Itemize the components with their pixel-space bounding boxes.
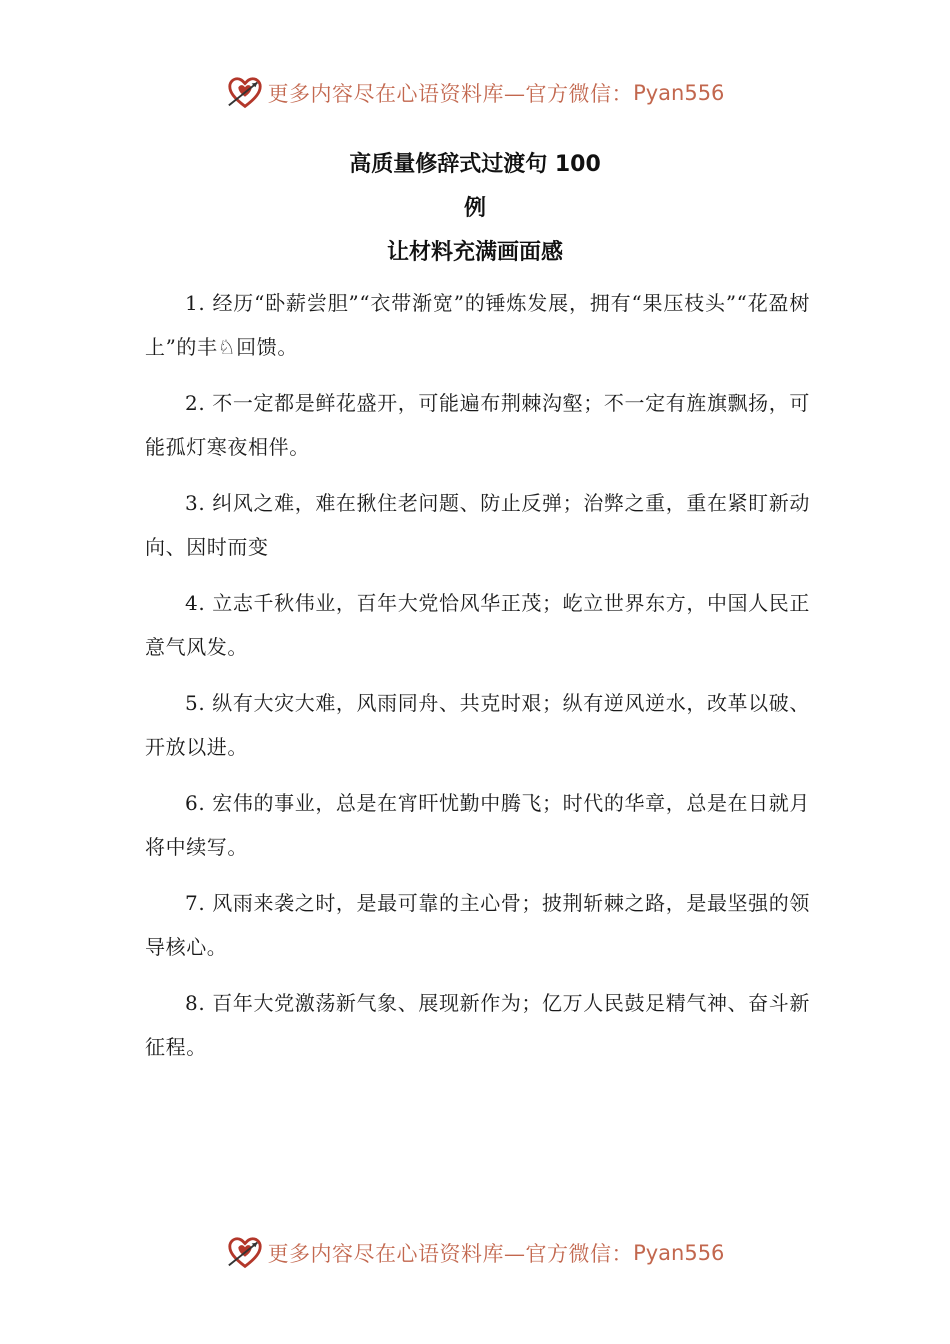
header-banner [0, 71, 950, 115]
document-title-line-2: 例 [463, 196, 486, 221]
banner-wechat-id: Pyan556 [633, 81, 725, 105]
banner-text: 更多内容尽在心语资料库—官方微信： [267, 82, 634, 106]
document-title-line-1: 高质量修辞式过渡句 100 [349, 152, 601, 177]
document-subtitle: 让材料充满画面感 [386, 240, 563, 265]
list-item: 6. 宏伟的事业，总是在宵旰忧勤中腾飞；时代的华章，总是在日就月将中续写。 [145, 791, 810, 859]
list-item: 7. 风雨来袭之时，是最可靠的主心骨；披荆斩棘之路，是最坚强的领导核心。 [145, 891, 810, 959]
banner-wechat-id: Pyan556 [633, 1241, 725, 1265]
banner-text: 更多内容尽在心语资料库—官方微信： [267, 1242, 634, 1266]
heart-arrow-logo [226, 74, 264, 112]
list-item: 5. 纵有大灾大难，风雨同舟、共克时艰；纵有逆风逆水，改革以破、开放以进。 [145, 691, 810, 759]
list-item: 3. 纠风之难，难在揪住老问题、防止反弹；治弊之重，重在紧盯新动向、因时而变 [145, 491, 810, 559]
list-item: 8. 百年大党激荡新气象、展现新作为；亿万人民鼓足精气神、奋斗新征程。 [145, 991, 810, 1059]
list-item: 1. 经历“卧薪尝胆”“衣带渐宽”的锤炼发展，拥有“果压枝头”“花盈树上”的丰♘回馈。 [145, 291, 810, 359]
example-list [145, 281, 810, 1081]
list-item: 4. 立志千秋伟业，百年大党恰风华正茂；屹立世界东方，中国人民正意气风发。 [145, 591, 810, 659]
footer-banner [0, 1231, 950, 1275]
list-item: 2. 不一定都是鲜花盛开，可能遍布荆棘沟壑；不一定有旌旗飘扬，可能孤灯寒夜相伴。 [145, 391, 810, 459]
heart-arrow-logo [226, 1234, 264, 1272]
